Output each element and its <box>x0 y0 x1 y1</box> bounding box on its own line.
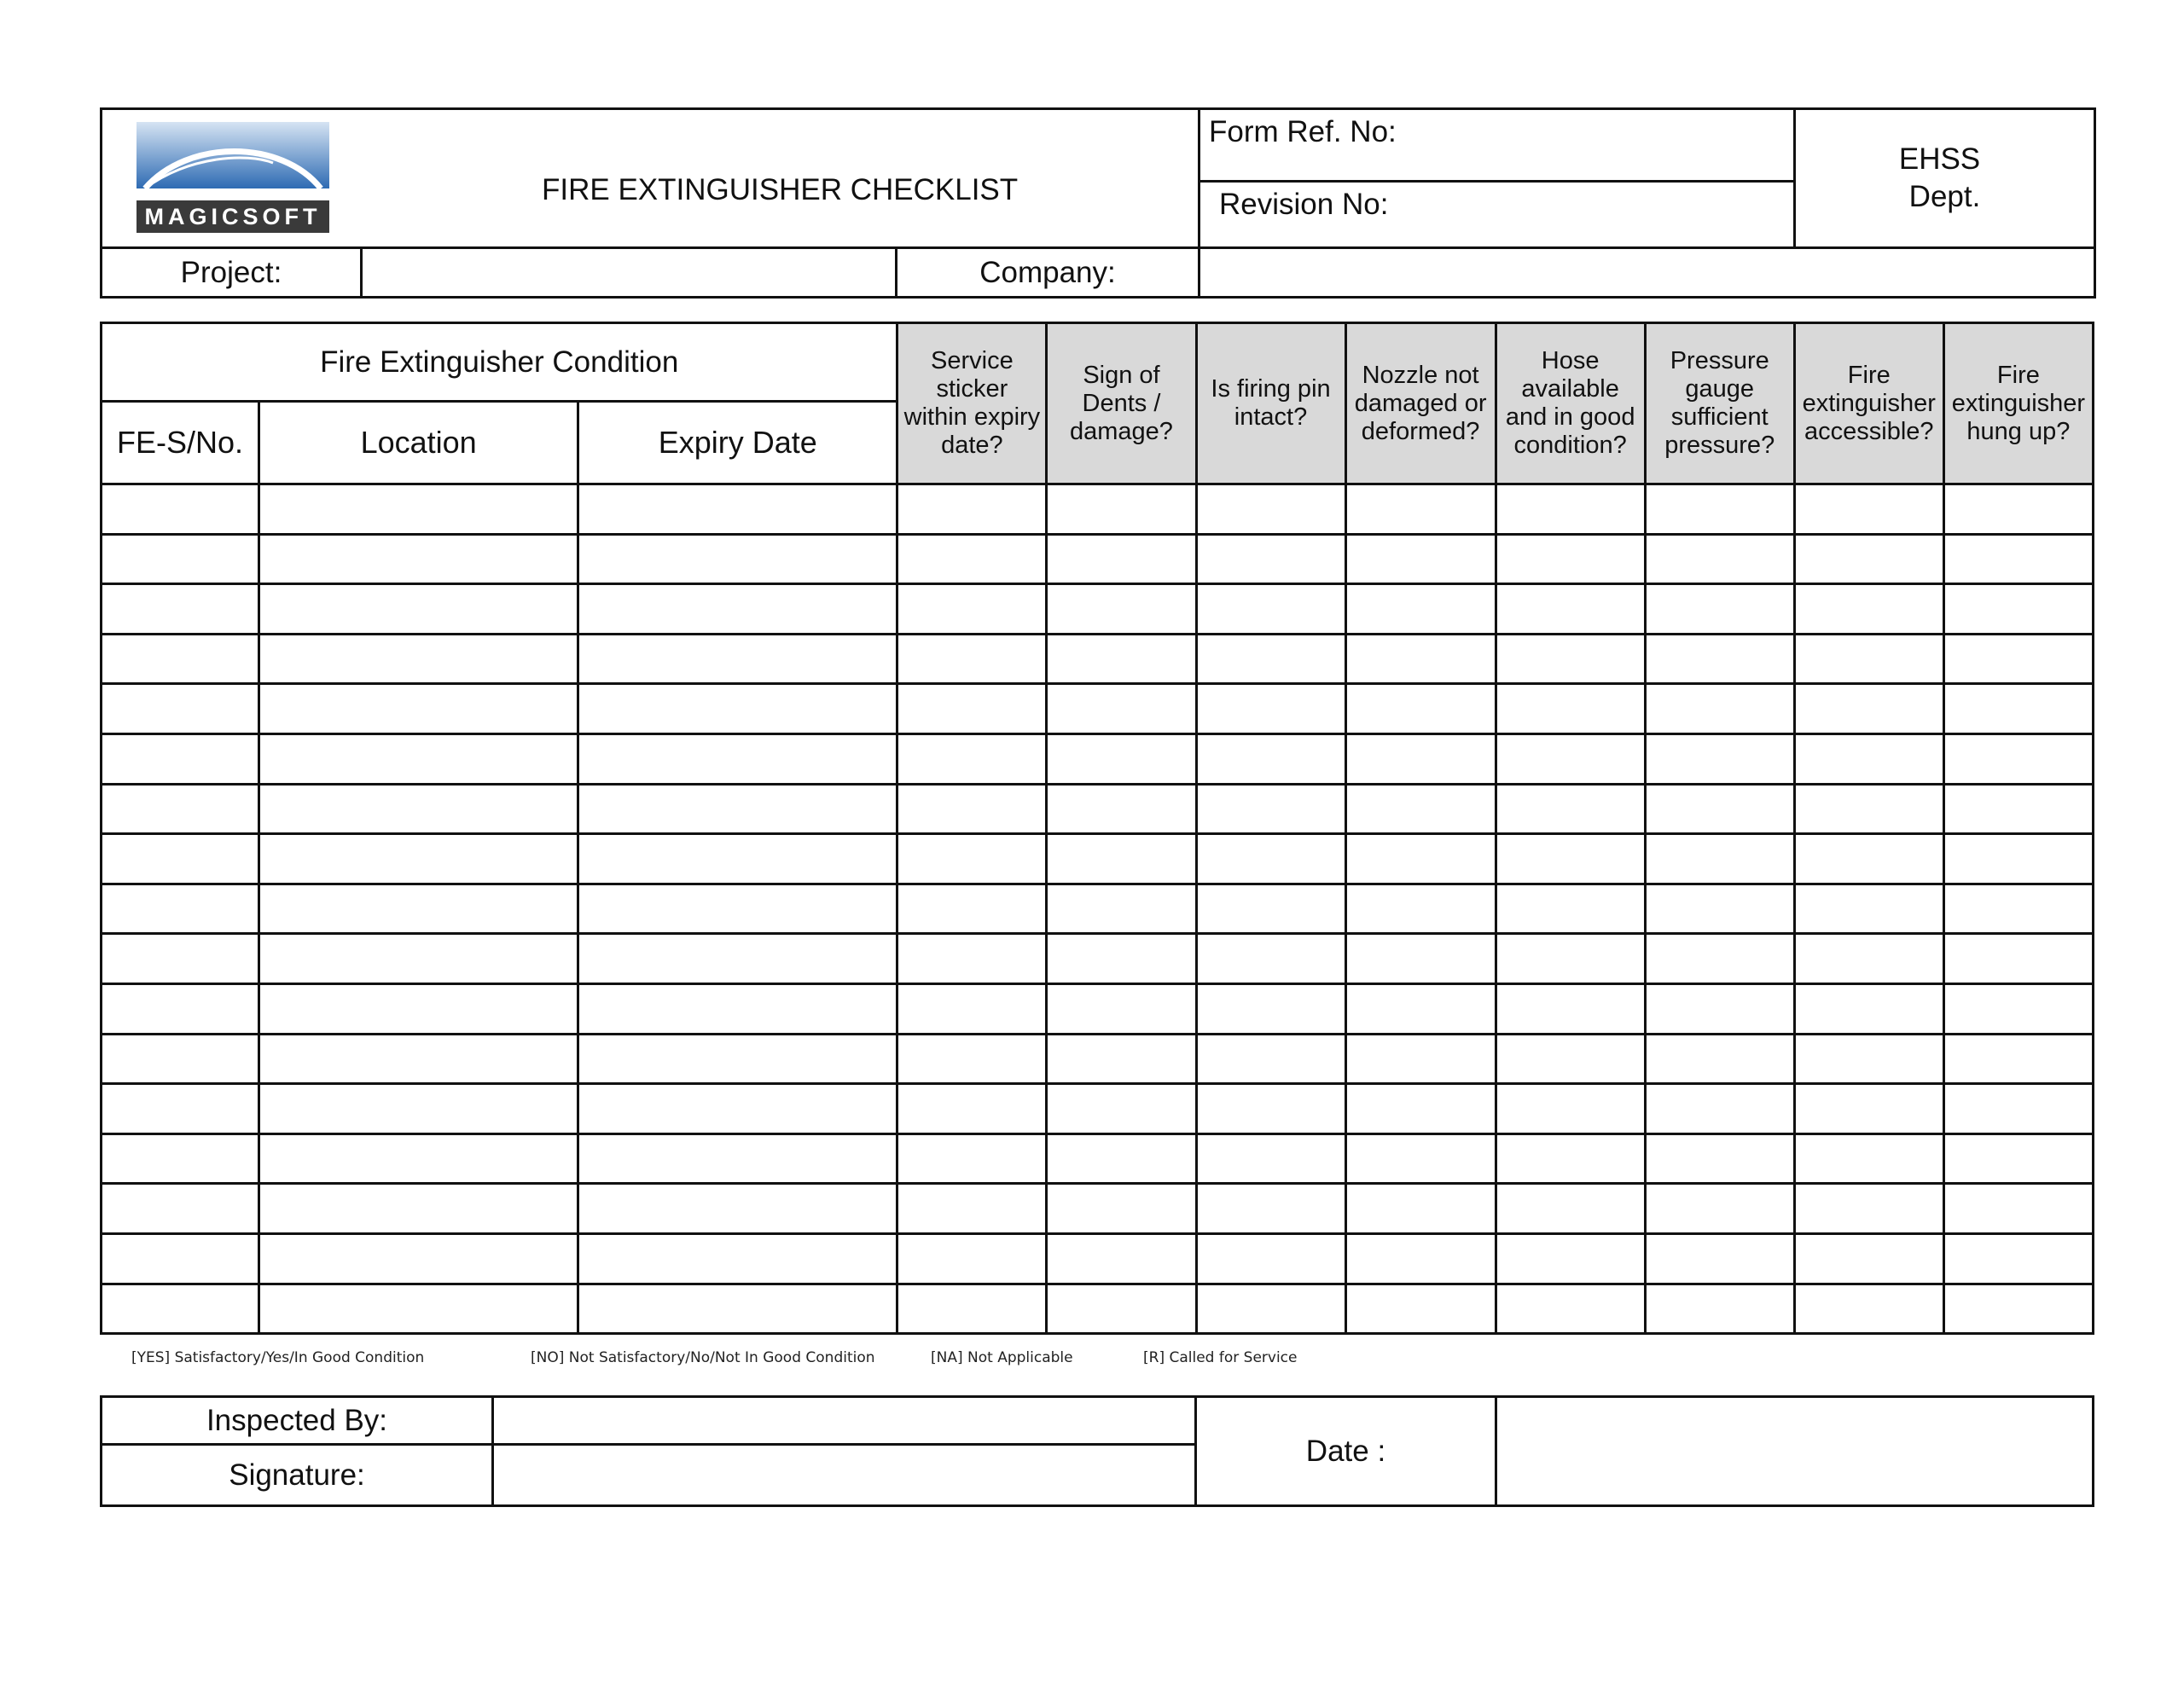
table-cell[interactable] <box>102 733 259 784</box>
table-cell[interactable] <box>1047 1184 1196 1234</box>
table-cell[interactable] <box>1794 884 1943 934</box>
table-cell[interactable] <box>1943 1034 2093 1084</box>
check-header-line: sticker <box>936 375 1008 403</box>
check-header-line: pressure? <box>1664 432 1775 459</box>
table-cell[interactable] <box>897 733 1047 784</box>
table-cell[interactable] <box>1794 534 1943 584</box>
table-cell[interactable] <box>897 784 1047 834</box>
project-label: Project: <box>102 248 362 298</box>
table-cell[interactable] <box>1345 733 1496 784</box>
table-cell[interactable] <box>578 684 897 734</box>
table-cell[interactable] <box>1645 1233 1794 1284</box>
table-cell[interactable] <box>259 684 578 734</box>
table-cell[interactable] <box>1496 634 1645 684</box>
signoff-table <box>100 1395 2094 1507</box>
table-cell[interactable] <box>1345 784 1496 834</box>
legend-na: [NA] Not Applicable <box>931 1349 1073 1366</box>
table-cell[interactable] <box>1345 1084 1496 1134</box>
table-cell[interactable] <box>1496 1184 1645 1234</box>
table-cell[interactable] <box>897 1184 1047 1234</box>
dept-block <box>1795 109 2095 248</box>
date-input[interactable] <box>1496 1397 2094 1506</box>
table-cell[interactable] <box>578 784 897 834</box>
condition-title: Fire Extinguisher Condition <box>102 323 897 402</box>
table-cell[interactable] <box>1943 1284 2093 1334</box>
table-cell[interactable] <box>1345 484 1496 535</box>
table-row <box>102 584 2094 635</box>
table-cell[interactable] <box>259 884 578 934</box>
revision-field[interactable] <box>1199 182 1795 248</box>
table-cell[interactable] <box>1496 884 1645 934</box>
table-cell[interactable] <box>1196 1133 1345 1184</box>
table-cell[interactable] <box>578 884 897 934</box>
table-cell[interactable] <box>578 983 897 1034</box>
table-cell[interactable] <box>1943 834 2093 884</box>
table-cell[interactable] <box>1645 733 1794 784</box>
table-cell[interactable] <box>1943 934 2093 984</box>
table-cell[interactable] <box>1196 634 1345 684</box>
table-cell[interactable] <box>578 733 897 784</box>
table-cell[interactable] <box>1794 1284 1943 1334</box>
serial-header: FE-S/No. <box>102 402 259 484</box>
table-cell[interactable] <box>1645 1133 1794 1184</box>
table-cell[interactable] <box>259 484 578 535</box>
table-cell[interactable] <box>259 1184 578 1234</box>
table-cell[interactable] <box>1496 1133 1645 1184</box>
table-cell[interactable] <box>897 884 1047 934</box>
table-cell[interactable] <box>1047 484 1196 535</box>
table-cell[interactable] <box>1496 1084 1645 1134</box>
table-row <box>102 684 2094 734</box>
check-header-line: extinguisher <box>1802 389 1936 417</box>
table-cell[interactable] <box>897 1034 1047 1084</box>
table-cell[interactable] <box>1794 484 1943 535</box>
check-header-line: Fire <box>1996 361 2040 389</box>
table-cell[interactable] <box>259 534 578 584</box>
table-cell[interactable] <box>102 1133 259 1184</box>
dept-line1: EHSS <box>1898 142 1981 176</box>
table-cell[interactable] <box>1794 684 1943 734</box>
table-cell[interactable] <box>1943 584 2093 635</box>
check-header <box>1645 323 1794 484</box>
table-cell[interactable] <box>1196 1284 1345 1334</box>
check-header-line: damage? <box>1070 417 1173 445</box>
table-cell[interactable] <box>1196 1184 1345 1234</box>
date-label: Date : <box>1196 1397 1496 1506</box>
table-cell[interactable] <box>578 1084 897 1134</box>
check-header <box>1196 323 1345 484</box>
table-cell[interactable] <box>102 1233 259 1284</box>
table-cell[interactable] <box>102 1184 259 1234</box>
table-row <box>102 884 2094 934</box>
check-header-line: Nozzle not <box>1362 361 1479 389</box>
check-header-line: Hose <box>1541 347 1600 374</box>
table-cell[interactable] <box>1047 684 1196 734</box>
table-cell[interactable] <box>578 484 897 535</box>
table-cell[interactable] <box>1943 884 2093 934</box>
table-cell[interactable] <box>578 1284 897 1334</box>
table-cell[interactable] <box>897 1084 1047 1134</box>
table-cell[interactable] <box>1047 634 1196 684</box>
check-header <box>1943 323 2093 484</box>
table-cell[interactable] <box>1645 1184 1794 1234</box>
table-cell[interactable] <box>259 834 578 884</box>
table-cell[interactable] <box>102 484 259 535</box>
table-cell[interactable] <box>1345 634 1496 684</box>
table-cell[interactable] <box>259 733 578 784</box>
check-header-line: within expiry <box>903 403 1041 431</box>
table-cell[interactable] <box>1196 784 1345 834</box>
check-header-line: gauge <box>1685 375 1755 403</box>
table-cell[interactable] <box>897 1133 1047 1184</box>
table-cell[interactable] <box>259 584 578 635</box>
table-cell[interactable] <box>259 1233 578 1284</box>
table-cell[interactable] <box>1196 1233 1345 1284</box>
table-cell[interactable] <box>1196 983 1345 1034</box>
check-header-line: and in good <box>1505 403 1635 431</box>
table-cell[interactable] <box>1794 1184 1943 1234</box>
check-header-line: condition? <box>1513 432 1627 459</box>
table-cell[interactable] <box>578 534 897 584</box>
table-cell[interactable] <box>102 834 259 884</box>
table-cell[interactable] <box>1645 684 1794 734</box>
table-cell[interactable] <box>578 1034 897 1084</box>
check-header <box>1345 323 1496 484</box>
table-cell[interactable] <box>1496 1284 1645 1334</box>
check-header <box>1047 323 1196 484</box>
table-row <box>102 1133 2094 1184</box>
table-cell[interactable] <box>102 1284 259 1334</box>
table-row <box>102 1034 2094 1084</box>
table-cell[interactable] <box>897 634 1047 684</box>
table-cell[interactable] <box>1943 484 2093 535</box>
table-cell[interactable] <box>897 684 1047 734</box>
table-cell[interactable] <box>1047 1133 1196 1184</box>
table-cell[interactable] <box>1496 1034 1645 1084</box>
table-cell[interactable] <box>102 1084 259 1134</box>
table-cell[interactable] <box>897 484 1047 535</box>
table-cell[interactable] <box>578 1184 897 1234</box>
table-cell[interactable] <box>102 1034 259 1084</box>
table-cell[interactable] <box>897 983 1047 1034</box>
table-cell[interactable] <box>1794 634 1943 684</box>
check-header-line: sufficient <box>1670 403 1769 431</box>
table-cell[interactable] <box>1943 983 2093 1034</box>
table-cell[interactable] <box>259 1284 578 1334</box>
check-header <box>1496 323 1645 484</box>
table-cell[interactable] <box>897 934 1047 984</box>
table-cell[interactable] <box>1943 784 2093 834</box>
signature-label: Signature: <box>102 1445 493 1506</box>
table-cell[interactable] <box>1047 884 1196 934</box>
table-cell[interactable] <box>897 1284 1047 1334</box>
table-cell[interactable] <box>1645 584 1794 635</box>
table-row <box>102 784 2094 834</box>
table-cell[interactable] <box>1345 1034 1496 1084</box>
check-header-line: Service <box>931 347 1014 374</box>
table-cell[interactable] <box>1345 884 1496 934</box>
company-input[interactable] <box>1199 248 2095 298</box>
page-title: FIRE EXTINGUISHER CHECKLIST <box>542 173 1019 206</box>
table-cell[interactable] <box>1196 733 1345 784</box>
table-cell[interactable] <box>1345 983 1496 1034</box>
check-header-line: deformed? <box>1361 417 1480 445</box>
table-cell[interactable] <box>897 584 1047 635</box>
table-cell[interactable] <box>1943 534 2093 584</box>
logo-text: MAGICSOFT <box>144 204 322 229</box>
check-header-line: extinguisher <box>1951 389 2086 417</box>
table-cell[interactable] <box>1645 784 1794 834</box>
check-header-line: date? <box>941 432 1003 459</box>
table-cell[interactable] <box>1645 1284 1794 1334</box>
legend-yes: [YES] Satisfactory/Yes/In Good Condition <box>131 1349 425 1366</box>
table-cell[interactable] <box>578 634 897 684</box>
table-cell[interactable] <box>1496 484 1645 535</box>
table-cell[interactable] <box>1196 1034 1345 1084</box>
inspected-by-label: Inspected By: <box>102 1397 493 1445</box>
table-cell[interactable] <box>1345 584 1496 635</box>
check-header-line: hung up? <box>1966 417 2071 445</box>
check-header-line: Is firing pin <box>1211 375 1331 403</box>
form-header <box>100 107 2096 299</box>
table-cell[interactable] <box>1196 484 1345 535</box>
table-cell[interactable] <box>578 584 897 635</box>
table-cell[interactable] <box>1196 1084 1345 1134</box>
table-cell[interactable] <box>102 784 259 834</box>
table-cell[interactable] <box>1943 684 2093 734</box>
table-cell[interactable] <box>1496 784 1645 834</box>
table-cell[interactable] <box>1645 934 1794 984</box>
table-cell[interactable] <box>1496 684 1645 734</box>
table-cell[interactable] <box>1047 1034 1196 1084</box>
legend-r: [R] Called for Service <box>1143 1349 1298 1366</box>
table-cell[interactable] <box>897 534 1047 584</box>
table-cell[interactable] <box>578 934 897 984</box>
table-cell[interactable] <box>1496 584 1645 635</box>
table-cell[interactable] <box>1645 534 1794 584</box>
legend-no: [NO] Not Satisfactory/No/Not In Good Condition <box>531 1349 875 1366</box>
table-cell[interactable] <box>1794 1034 1943 1084</box>
location-header: Location <box>259 402 578 484</box>
table-cell[interactable] <box>259 1034 578 1084</box>
check-header-line: Sign of <box>1083 361 1160 389</box>
table-cell[interactable] <box>1943 1233 2093 1284</box>
table-cell[interactable] <box>1645 884 1794 934</box>
table-row <box>102 834 2094 884</box>
table-cell[interactable] <box>578 1233 897 1284</box>
inspected-by-input[interactable] <box>493 1397 1196 1445</box>
dept-line2: Dept. <box>1908 180 1981 213</box>
check-header-line: damaged or <box>1354 389 1487 417</box>
table-cell[interactable] <box>1645 983 1794 1034</box>
table-cell[interactable] <box>102 983 259 1034</box>
table-cell[interactable] <box>1196 934 1345 984</box>
table-row <box>102 1084 2094 1134</box>
table-cell[interactable] <box>1645 834 1794 884</box>
table-row <box>102 1233 2094 1284</box>
project-input[interactable] <box>362 248 897 298</box>
table-cell[interactable] <box>1496 1233 1645 1284</box>
check-header-line: accessible? <box>1804 417 1934 445</box>
company-label: Company: <box>897 248 1199 298</box>
table-cell[interactable] <box>1345 534 1496 584</box>
expiry-header: Expiry Date <box>578 402 897 484</box>
table-cell[interactable] <box>1047 534 1196 584</box>
table-cell[interactable] <box>1794 1233 1943 1284</box>
table-cell[interactable] <box>1645 634 1794 684</box>
table-cell[interactable] <box>1345 684 1496 734</box>
table-cell[interactable] <box>1645 1034 1794 1084</box>
table-cell[interactable] <box>1645 1084 1794 1134</box>
table-cell[interactable] <box>1047 733 1196 784</box>
table-cell[interactable] <box>102 934 259 984</box>
table-cell[interactable] <box>1047 1084 1196 1134</box>
revision-label: Revision No: <box>1219 188 1389 221</box>
table-cell[interactable] <box>1645 484 1794 535</box>
form-ref-field[interactable] <box>1199 109 1795 182</box>
table-cell[interactable] <box>1196 884 1345 934</box>
table-cell[interactable] <box>259 934 578 984</box>
table-cell[interactable] <box>102 684 259 734</box>
table-row <box>102 1184 2094 1234</box>
table-cell[interactable] <box>1345 1133 1496 1184</box>
table-cell[interactable] <box>1345 1233 1496 1284</box>
table-cell[interactable] <box>578 1133 897 1184</box>
table-cell[interactable] <box>259 1084 578 1134</box>
table-cell[interactable] <box>1047 1284 1196 1334</box>
table-cell[interactable] <box>897 834 1047 884</box>
table-cell[interactable] <box>1943 1133 2093 1184</box>
table-cell[interactable] <box>1496 834 1645 884</box>
table-cell[interactable] <box>578 834 897 884</box>
table-cell[interactable] <box>1496 934 1645 984</box>
table-cell[interactable] <box>102 584 259 635</box>
table-cell[interactable] <box>1496 733 1645 784</box>
table-cell[interactable] <box>1047 934 1196 984</box>
check-header-line: Pressure <box>1670 347 1769 374</box>
table-cell[interactable] <box>1794 834 1943 884</box>
table-cell[interactable] <box>1196 534 1345 584</box>
table-cell[interactable] <box>1047 983 1196 1034</box>
magicsoft-logo <box>136 122 329 233</box>
table-row <box>102 733 2094 784</box>
check-header <box>1794 323 1943 484</box>
table-row <box>102 1284 2094 1334</box>
table-cell[interactable] <box>102 534 259 584</box>
form-ref-label: Form Ref. No: <box>1209 115 1397 148</box>
table-cell[interactable] <box>1794 983 1943 1034</box>
table-cell[interactable] <box>1794 733 1943 784</box>
table-row <box>102 484 2094 535</box>
signature-input[interactable] <box>493 1445 1196 1506</box>
check-header-line: Fire <box>1847 361 1891 389</box>
table-cell[interactable] <box>1345 934 1496 984</box>
check-header-line: intact? <box>1234 403 1308 431</box>
table-row <box>102 634 2094 684</box>
table-cell[interactable] <box>1943 1184 2093 1234</box>
table-cell[interactable] <box>897 1233 1047 1284</box>
table-cell[interactable] <box>1047 784 1196 834</box>
table-cell[interactable] <box>1047 834 1196 884</box>
checklist-table <box>100 322 2094 1335</box>
table-row <box>102 934 2094 984</box>
title-block <box>102 109 1199 248</box>
table-cell[interactable] <box>1047 1233 1196 1284</box>
table-cell[interactable] <box>259 784 578 834</box>
table-cell[interactable] <box>1496 534 1645 584</box>
table-row <box>102 534 2094 584</box>
table-cell[interactable] <box>1345 1184 1496 1234</box>
table-cell[interactable] <box>1943 1084 2093 1134</box>
table-cell[interactable] <box>1794 1084 1943 1134</box>
check-header <box>897 323 1047 484</box>
checklist-rows <box>102 484 2094 1334</box>
table-cell[interactable] <box>1794 784 1943 834</box>
table-cell[interactable] <box>259 1133 578 1184</box>
table-cell[interactable] <box>1794 934 1943 984</box>
table-cell[interactable] <box>1047 584 1196 635</box>
table-cell[interactable] <box>259 983 578 1034</box>
table-cell[interactable] <box>259 634 578 684</box>
table-cell[interactable] <box>1496 983 1645 1034</box>
table-cell[interactable] <box>1943 634 2093 684</box>
check-header-line: Dents / <box>1082 389 1161 417</box>
table-cell[interactable] <box>1794 1133 1943 1184</box>
check-header-line: available <box>1521 375 1619 403</box>
table-cell[interactable] <box>1196 834 1345 884</box>
table-cell[interactable] <box>1196 584 1345 635</box>
table-cell[interactable] <box>1943 733 2093 784</box>
table-cell[interactable] <box>1196 684 1345 734</box>
table-cell[interactable] <box>102 634 259 684</box>
table-cell[interactable] <box>1345 1284 1496 1334</box>
table-cell[interactable] <box>102 884 259 934</box>
table-cell[interactable] <box>1794 584 1943 635</box>
table-row <box>102 983 2094 1034</box>
table-cell[interactable] <box>1345 834 1496 884</box>
